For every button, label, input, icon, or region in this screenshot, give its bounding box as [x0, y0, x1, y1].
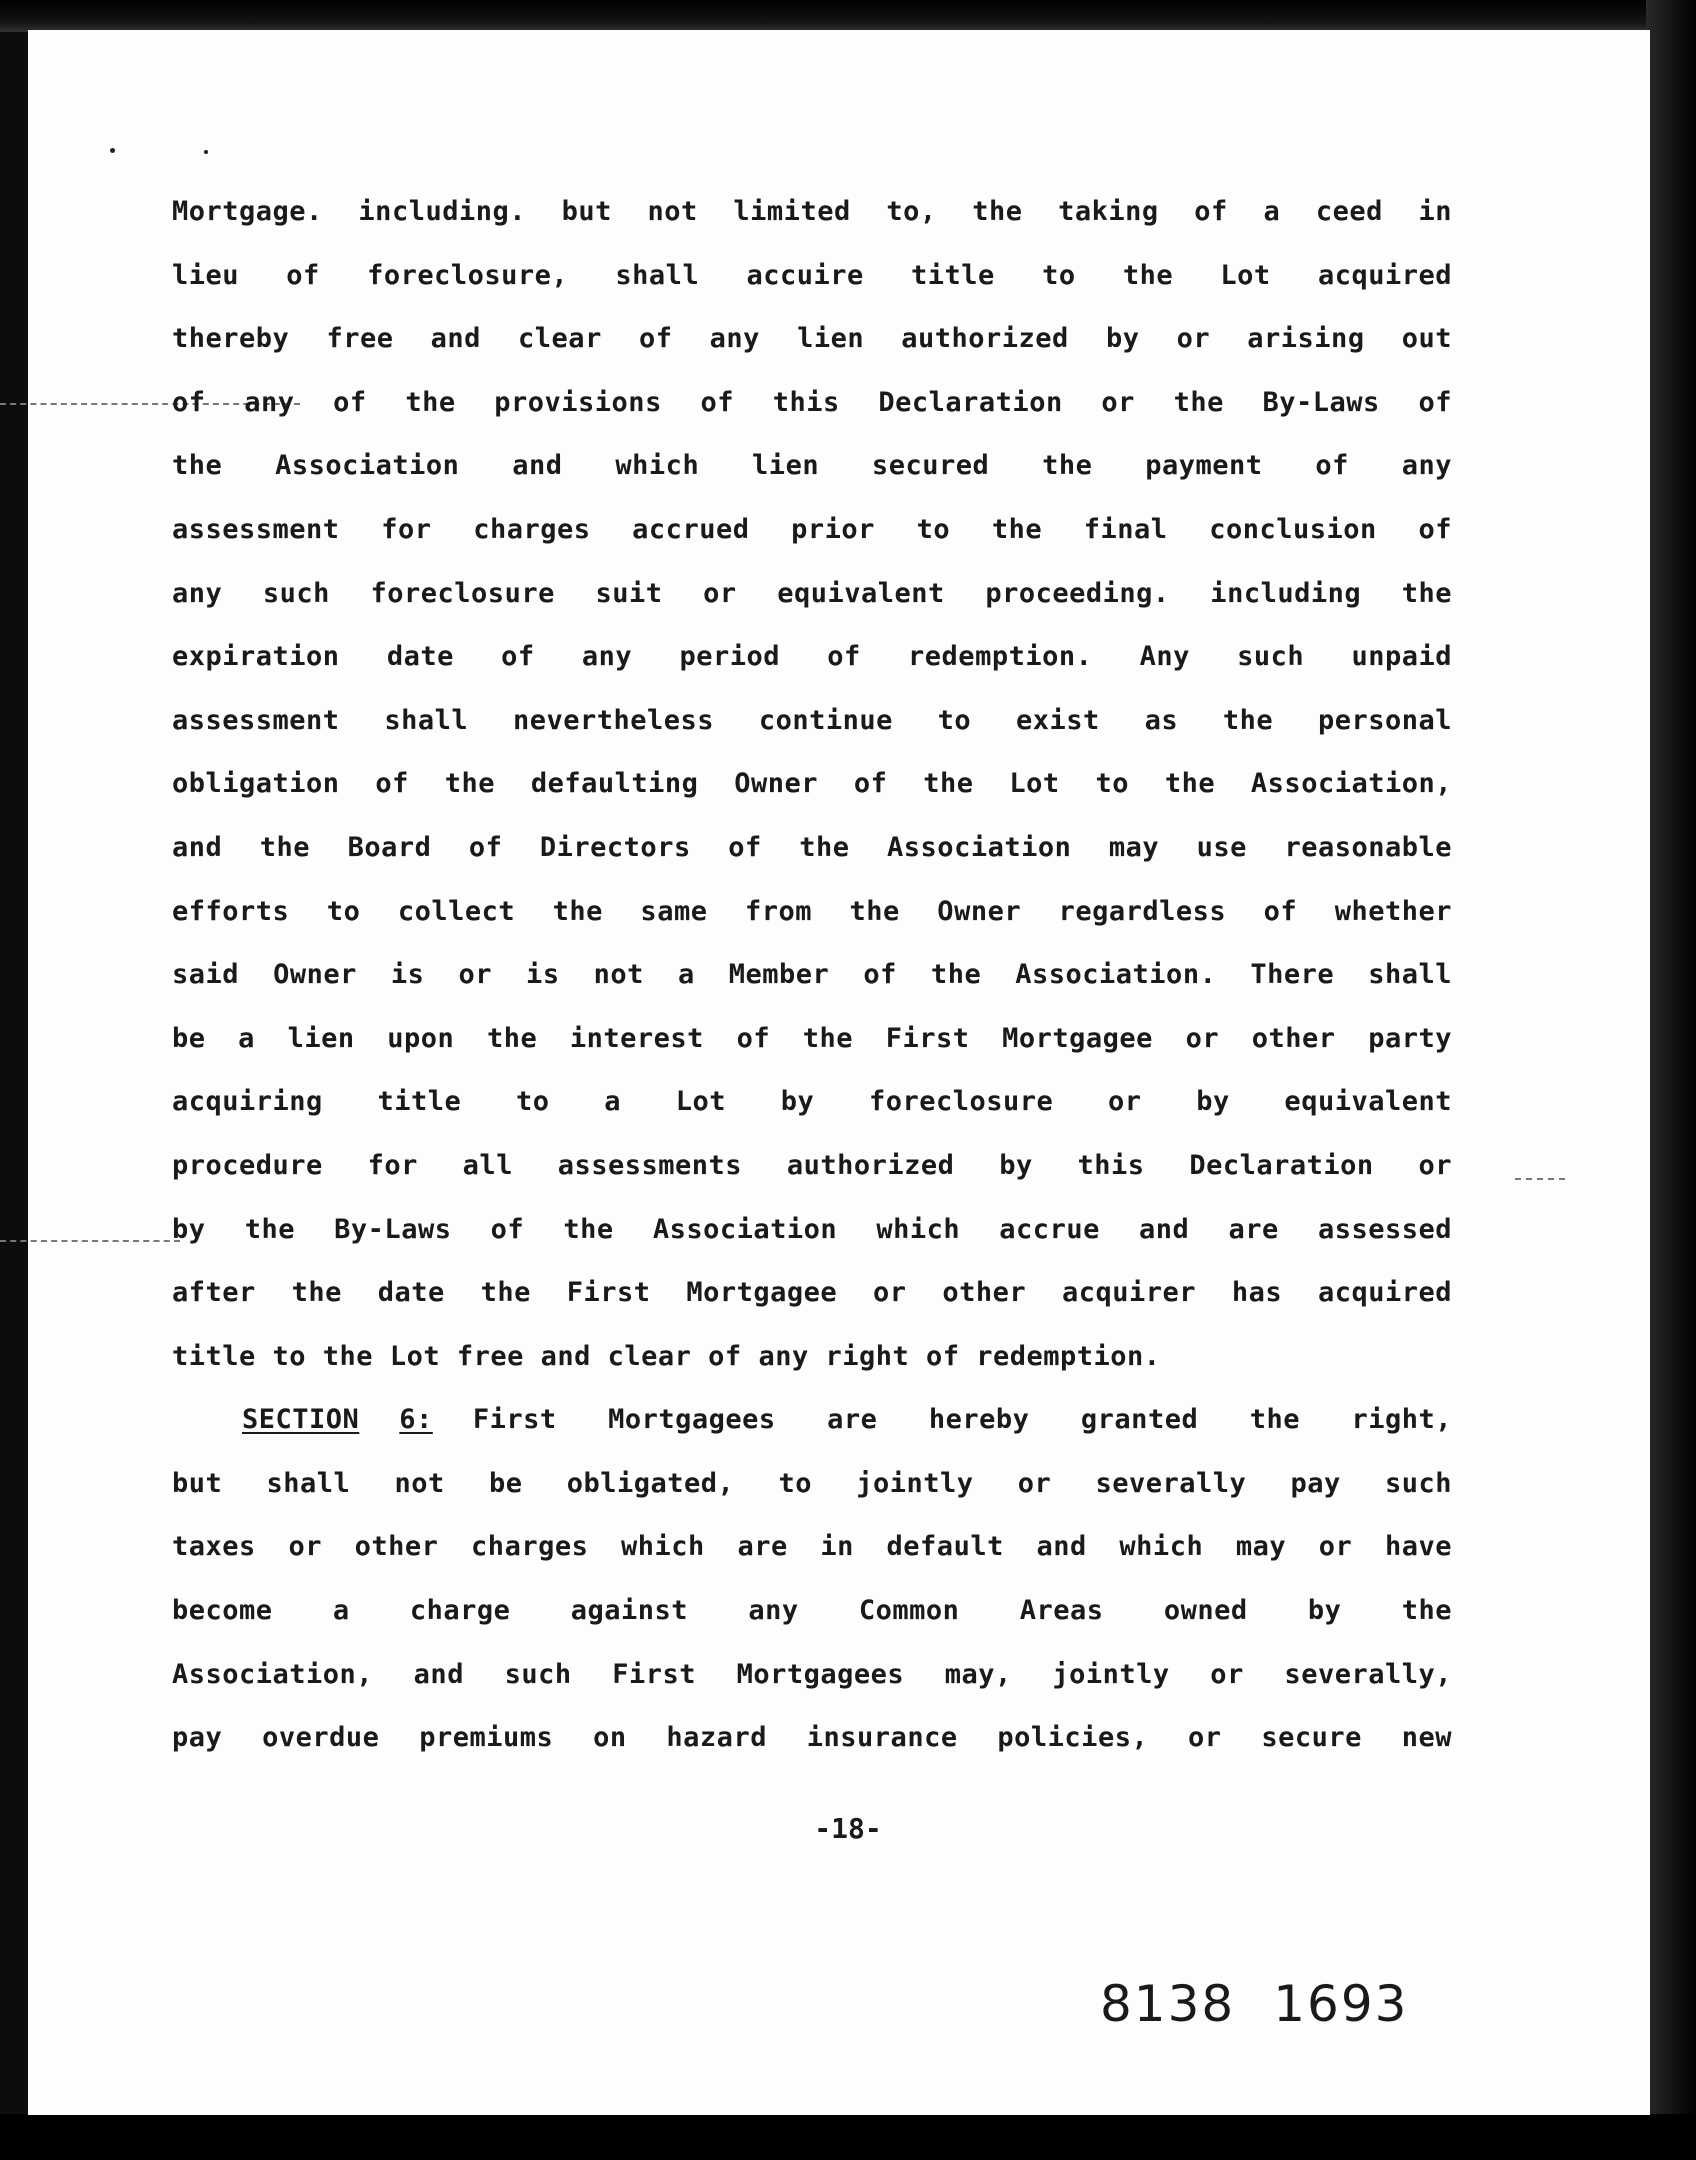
- body-line: acquiring title to a Lot by foreclosure or by equivalent: [172, 1086, 1452, 1118]
- body-line: assessment shall nevertheless continue to exist as the personal: [172, 704, 1452, 736]
- page-number: -18-: [814, 1812, 882, 1845]
- scan-artifact-line: [1515, 1178, 1565, 1180]
- section-heading-line: [172, 1388, 1452, 1452]
- scan-speck: [204, 150, 208, 154]
- scan-artifact-line: [0, 1240, 180, 1242]
- section-line: become a charge against any Common Areas owned by the: [172, 1595, 1452, 1627]
- body-line: thereby free and clear of any lien authorized by or arising out: [172, 323, 1452, 355]
- section-label: SECTION: [242, 1404, 360, 1436]
- section-first-line: First Mortgagees are hereby granted the right,: [472, 1404, 1452, 1436]
- body-line: after the date the First Mortgagee or other acquirer has acquired: [172, 1277, 1452, 1309]
- body-line: of any of the provisions of this Declaration or the By-Laws of: [172, 386, 1452, 418]
- scan-border-bottom: [0, 2114, 1696, 2160]
- body-line: efforts to collect the same from the Owner regardless of whether: [172, 895, 1452, 927]
- body-line: be a lien upon the interest of the First Mortgagee or other party: [172, 1022, 1452, 1054]
- body-line: the Association and which lien secured the payment of any: [172, 450, 1452, 482]
- body-line: procedure for all assessments authorized by this Declaration or: [172, 1149, 1452, 1181]
- body-line: expiration date of any period of redemption. Any such unpaid: [172, 641, 1452, 673]
- document-body: [172, 180, 1452, 1770]
- stamp-page-number: 1693: [1273, 1975, 1409, 2033]
- body-line: obligation of the defaulting Owner of the Lot to the Association,: [172, 768, 1452, 800]
- body-line: and the Board of Directors of the Association may use reasonable: [172, 831, 1452, 863]
- scan-border-top: [0, 0, 1696, 32]
- section-number: 6:: [399, 1404, 433, 1436]
- body-line: by the By-Laws of the Association which accrue and are assessed: [172, 1213, 1452, 1245]
- body-line: assessment for charges accrued prior to the final conclusion of: [172, 513, 1452, 545]
- body-line: title to the Lot free and clear of any right of redemption.: [172, 1340, 1161, 1372]
- section-line: taxes or other charges which are in default and which may or have: [172, 1531, 1452, 1563]
- scan-speck: [110, 148, 115, 153]
- section-line: Association, and such First Mortgagees may, jointly or severally,: [172, 1658, 1452, 1690]
- body-line: said Owner is or is not a Member of the Association. There shall: [172, 959, 1452, 991]
- stamp-book-number: 8138: [1100, 1975, 1236, 2033]
- section-line: pay overdue premiums on hazard insurance policies, or secure new: [172, 1722, 1452, 1754]
- recording-stamp: [1100, 1975, 1409, 2033]
- section-line: but shall not be obligated, to jointly or severally pay such: [172, 1467, 1452, 1499]
- body-line: lieu of foreclosure, shall accuire title to the Lot acquired: [172, 259, 1452, 291]
- body-line: Mortgage. including. but not limited to, the taking of a ceed in: [172, 196, 1452, 227]
- body-line: any such foreclosure suit or equivalent proceeding. including the: [172, 577, 1452, 609]
